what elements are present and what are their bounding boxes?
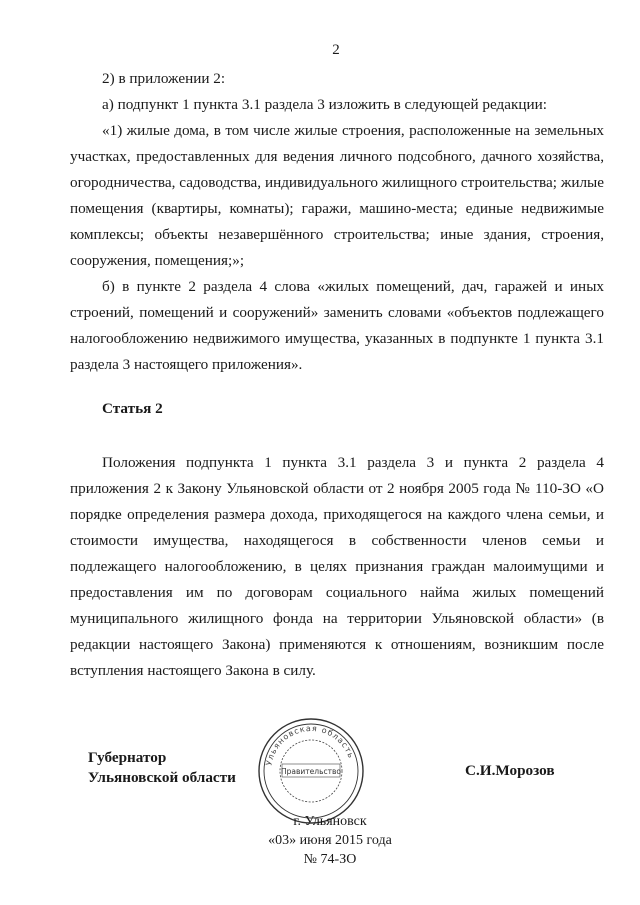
footer-city: г. Ульяновск [293, 814, 367, 829]
document-footer [255, 812, 405, 869]
signatory-title [88, 748, 236, 788]
official-seal [256, 716, 366, 826]
signatory-title-line-2: Ульяновской области [88, 769, 236, 786]
amendment-item-a-heading: а) подпункт 1 пункта 3.1 раздела 3 изложить в следующей редакции: [102, 96, 548, 113]
signatory-name: С.И.Морозов [465, 762, 555, 779]
amendment-intro: 2) в приложении 2: [102, 70, 226, 87]
amendment-item-b-text: б) в пункте 2 раздела 4 слова «жилых помещений, дач, гаражей и иных строений, помещений и сооружений» заменить словами «объектов подлежащего налогообложению недвижимого имущества, указанных в подпункте 1 пункта 3.1 раздела 3 настоящего приложения». [70, 278, 604, 373]
seal-center-text: Правительство [281, 767, 341, 776]
article-2-text: Положения подпункта 1 пункта 3.1 раздела 3 и пункта 2 раздела 4 приложения 2 к Закону Ульяновской области от 2 ноября 2005 года № 110-ЗО «О порядке определения размера дохода, приходящегося на каждого члена семьи, и стоимости имущества, находящегося в собственности членов семьи и подлежащего налогообложению, в целях признания граждан малоимущими и предоставления им по договорам социального найма жилых помещений муниципального жилищного фонда на территории Ульяновской области» (в редакции настоящего Закона) применяются к отношениям, возникшим после вступления настоящего Закона в силу. [70, 454, 604, 679]
signatory-title-line-1: Губернатор [88, 749, 167, 766]
page-number: 2 [332, 42, 340, 58]
article-2-body [70, 450, 604, 684]
seal-ring-text: Ульяновская область [264, 723, 356, 767]
amendments-section [70, 66, 604, 378]
footer-law-number: № 74-ЗО [303, 852, 357, 867]
article-2-heading: Статья 2 [102, 400, 163, 417]
amendment-item-a-text: «1) жилые дома, в том числе жилые строения, расположенные на земельных участках, предоставленных для ведения личного подсобного, дачного хозяйства, огородничества, садоводства, индивидуального жилищного строительства; жилые помещения (квартиры, комнаты); гаражи, машино-места; единые недвижимые комплексы; объекты незавершённого строительства; иные здания, строения, сооружения, помещения;»; [70, 122, 604, 269]
footer-date: «03» июня 2015 года [268, 833, 392, 848]
